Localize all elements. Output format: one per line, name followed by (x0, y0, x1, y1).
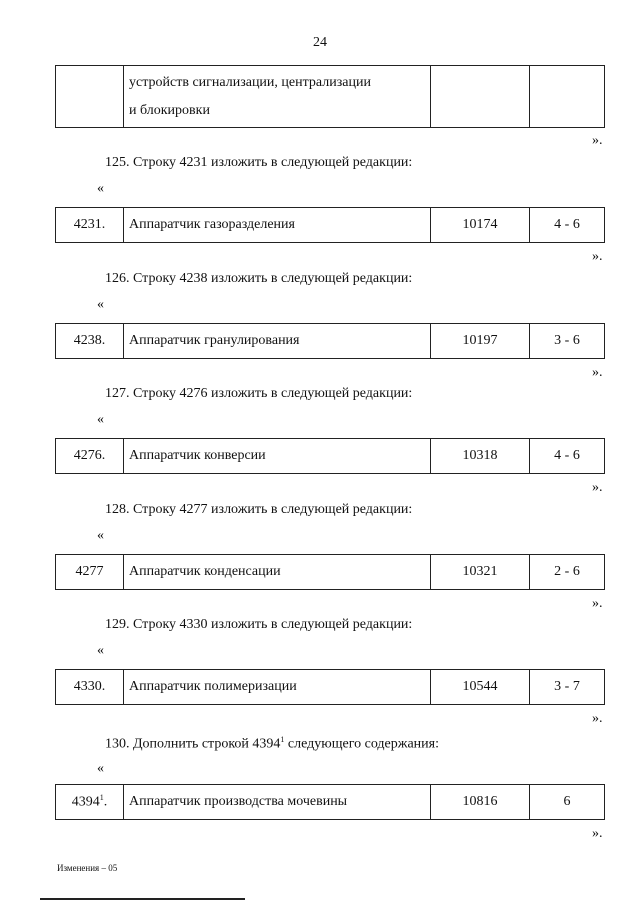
cell-name: Аппаратчик гранулирования (124, 323, 431, 358)
cell-number: 10174 (431, 208, 530, 243)
cell-number: 10321 (431, 554, 530, 589)
cell-range (530, 66, 605, 128)
cell-name: Аппаратчик конверсии (124, 439, 431, 474)
amendment-heading: 127. Строку 4276 изложить в следующей редакции: (105, 386, 413, 401)
superscript: 1 (99, 793, 104, 803)
close-quote: ». (592, 711, 603, 726)
cell-code: 4231. (56, 208, 124, 243)
page-number: 24 (313, 35, 327, 50)
open-quote: « (97, 181, 104, 196)
table-row (55, 323, 605, 359)
close-quote: ». (592, 249, 603, 264)
cell-code: 4330. (56, 670, 124, 705)
amendment-heading: 125. Строку 4231 изложить в следующей редакции: (105, 155, 413, 170)
table-row (55, 438, 605, 474)
heading-text: 130. Дополнить строкой 4394 (105, 736, 281, 752)
close-quote: ». (592, 480, 603, 495)
open-quote: « (97, 296, 104, 312)
heading-text: следующего содержания: (284, 736, 439, 752)
cell-name: Аппаратчик газоразделения (124, 208, 431, 243)
code-text: . (103, 794, 108, 810)
superscript: 1 (280, 735, 285, 744)
cell-code: 4276. (56, 439, 124, 474)
bottom-rule (40, 898, 245, 900)
cell-name: Аппаратчик конденсации (124, 554, 431, 589)
table-row (55, 207, 605, 243)
cell-range: 3 - 6 (530, 323, 605, 358)
amendment-heading (105, 735, 439, 753)
cell-range: 2 - 6 (530, 554, 605, 589)
open-quote: « (97, 527, 104, 543)
continued-table-row (55, 65, 605, 128)
cell-number (431, 66, 530, 128)
table-row (55, 554, 605, 590)
amendment-heading: 126. Строку 4238 изложить в следующей редакции: (105, 270, 413, 286)
cell-range: 3 - 7 (530, 670, 605, 705)
amendment-heading: 129. Строку 4330 изложить в следующей редакции: (105, 617, 413, 632)
name-line-1: устройств сигнализации, централизации (129, 74, 371, 90)
cell-name: Аппаратчик производства мочевины (124, 785, 431, 820)
open-quote: « (97, 761, 104, 776)
name-line-2: и блокировки (129, 102, 210, 118)
close-quote: ». (592, 133, 603, 148)
cell-code (56, 785, 124, 820)
close-quote: ». (592, 595, 603, 611)
amendment-heading: 128. Строку 4277 изложить в следующей редакции: (105, 501, 413, 517)
cell-number: 10544 (431, 670, 530, 705)
close-quote: ». (592, 826, 603, 841)
cell-code: 4277 (56, 554, 124, 589)
table-row (55, 669, 605, 705)
table-row (55, 784, 605, 820)
open-quote: « (97, 643, 104, 658)
cell-code (56, 66, 124, 128)
code-text: 4394 (71, 794, 100, 810)
close-quote: ». (592, 364, 603, 380)
cell-name: Аппаратчик полимеризации (124, 670, 431, 705)
cell-number: 10816 (431, 785, 530, 820)
cell-code: 4238. (56, 323, 124, 358)
cell-range: 6 (530, 785, 605, 820)
cell-number: 10197 (431, 323, 530, 358)
cell-range: 4 - 6 (530, 208, 605, 243)
cell-number: 10318 (431, 439, 530, 474)
cell-name (124, 66, 431, 128)
footer-note: Изменения – 05 (57, 863, 118, 873)
open-quote: « (97, 412, 104, 427)
cell-range: 4 - 6 (530, 439, 605, 474)
